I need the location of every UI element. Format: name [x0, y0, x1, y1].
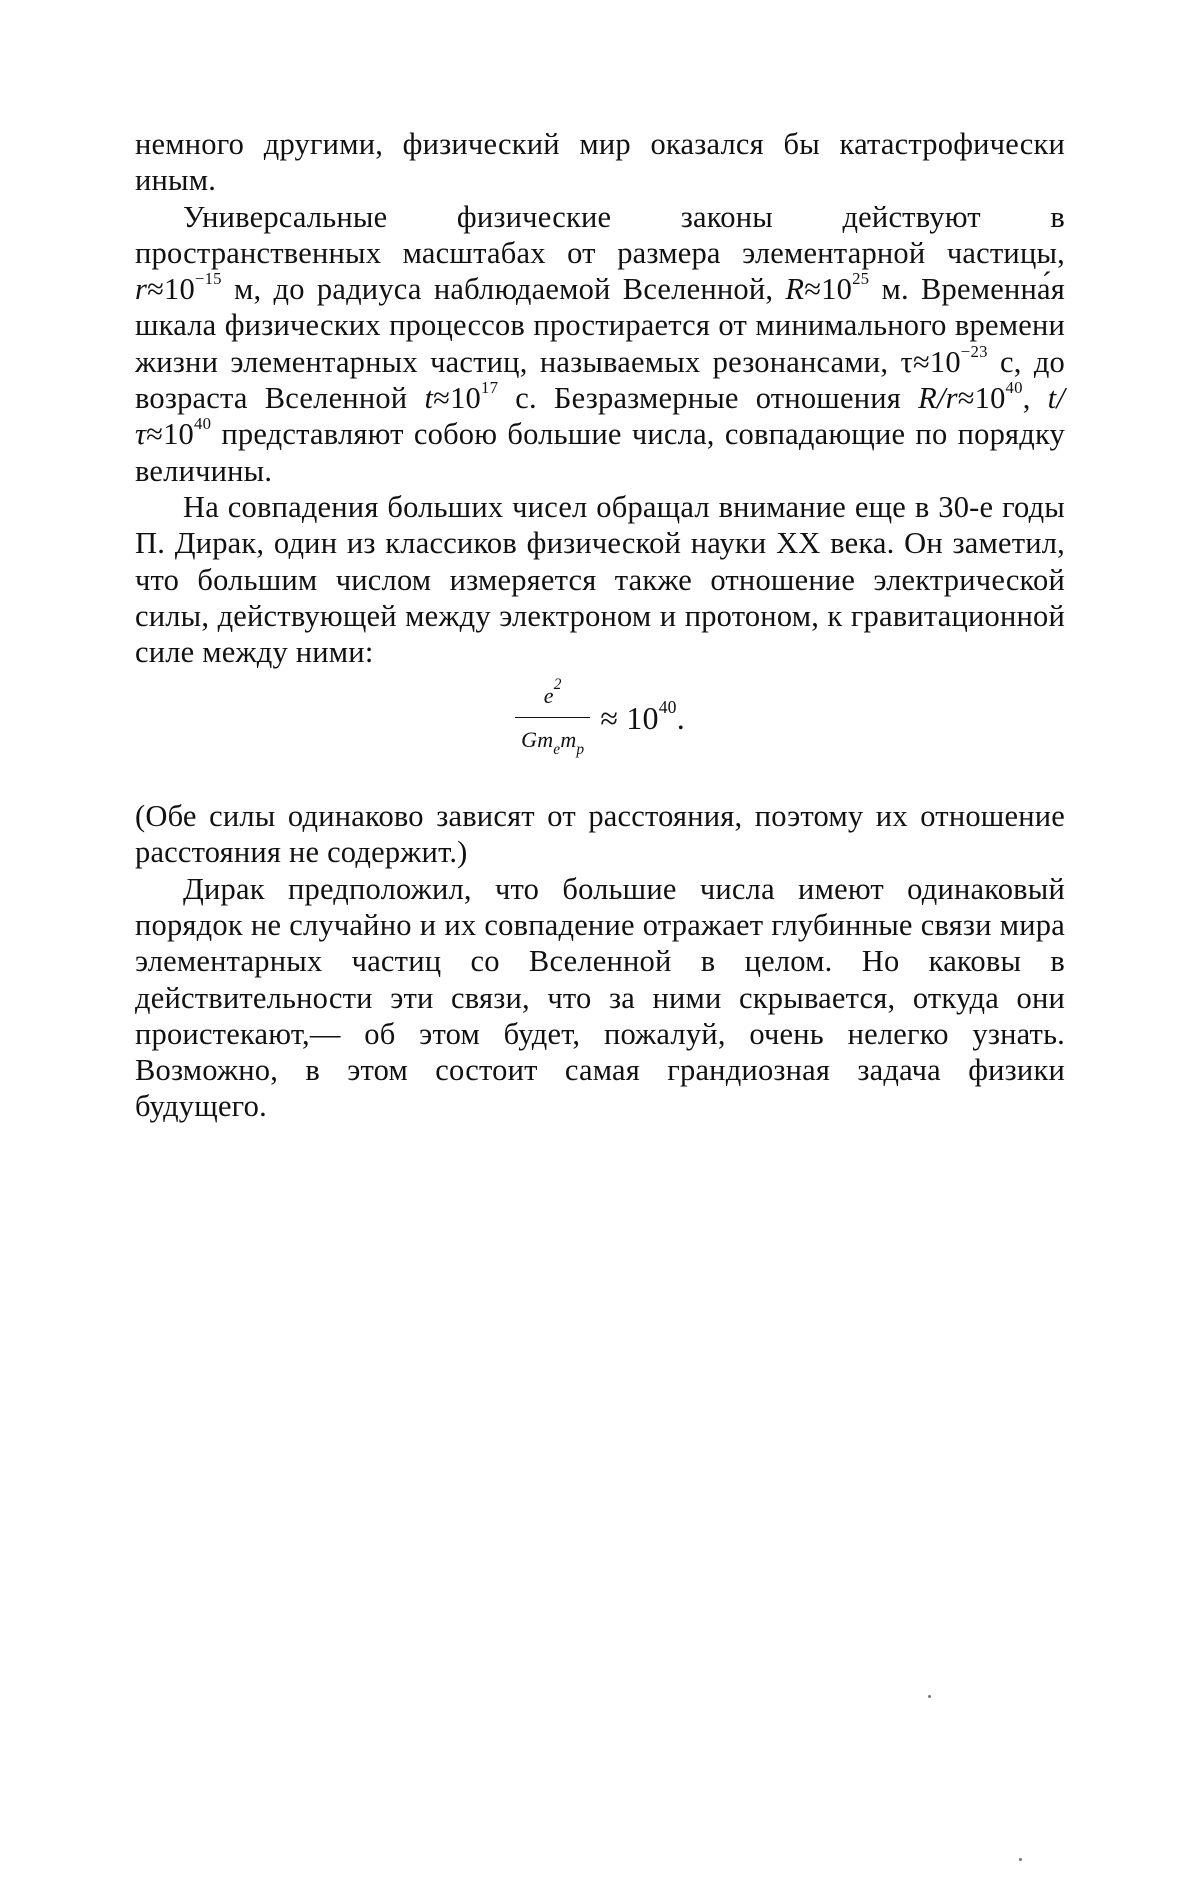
symbol-r: r — [135, 272, 148, 307]
paragraph-continuation: немного другими, физический мир оказался бы катастрофически иным. — [135, 127, 1065, 198]
power-exponent: −23 — [960, 341, 988, 361]
page-text — [135, 126, 1065, 1125]
power-base: 10 — [974, 381, 1006, 416]
den-m-p: m — [560, 726, 577, 752]
text-run: м. Временна́я шкала физических процессов простирается от минимального времени жизни элементарных частиц, называемых резонансами, — [135, 272, 1065, 379]
paragraph-scales — [135, 199, 1065, 489]
rhs-base: 10 — [626, 700, 659, 737]
approx-sign: ≈ — [912, 344, 930, 379]
ratio-R-r: R/r — [918, 381, 958, 416]
text-run: с, до возраста Вселенной — [135, 344, 1065, 416]
text-run: представляют собою большие числа, совпадающие по порядку величины. — [135, 417, 1065, 488]
den-sub-e: e — [553, 740, 561, 758]
approx-sign: ≈ — [600, 700, 619, 737]
power-base: 10 — [164, 272, 195, 307]
text-run: м, до радиуса наблюдаемой Вселенной, — [221, 272, 786, 307]
symbol-t: t — [424, 381, 434, 416]
power-base: 10 — [929, 344, 961, 379]
power-exponent: −15 — [194, 269, 222, 289]
rhs-period: . — [676, 700, 685, 737]
scan-speck — [928, 1695, 931, 1698]
formula-force-ratio — [135, 678, 1065, 758]
num-exponent: 2 — [553, 676, 562, 694]
formula-rhs — [600, 697, 685, 737]
scan-speck — [1019, 1858, 1022, 1861]
power-exponent: 40 — [1005, 377, 1023, 397]
power-exponent: 40 — [193, 414, 212, 434]
approx-sign: ≈ — [957, 381, 975, 416]
num-e: e — [543, 683, 554, 709]
paragraph-parenthetical: (Обе силы одинаково зависят от расстояния, поэтому их отношение расстояния не содержит.) — [135, 799, 1065, 870]
rhs-exponent: 40 — [658, 697, 677, 718]
power-base: 10 — [821, 272, 853, 307]
den-m-e: m — [537, 726, 554, 752]
paragraph-dirac-intro: На совпадения больших чисел обращал внимание еще в 30-е годы П. Дирак, один из классиков физической науки XX века. Он заметил, что большим числом измеряется также отношение электрической силы, действующей между электроном и протоном, к гравитационной силе между ними: — [135, 489, 1065, 670]
power-base: 10 — [450, 381, 481, 416]
power-base: 10 — [163, 417, 194, 452]
den-G: G — [521, 726, 538, 752]
formula-numerator — [538, 678, 568, 716]
approx-sign: ≈ — [146, 417, 164, 452]
symbol-R: R — [785, 272, 805, 307]
power-exponent: 17 — [480, 377, 499, 397]
text-run: Универсальные физические законы действуют в пространственных масштабах от размера элементарной частицы, — [135, 199, 1065, 270]
symbol-tau: τ — [900, 344, 913, 379]
approx-sign: ≈ — [147, 272, 165, 307]
paragraph-dirac-conclusion: Дирак предположил, что большие числа имеют одинаковый порядок не случайно и их совпадение отражает глубинные связи мира элементарных частиц со Вселенной в целом. Но каковы в действительности эти связи, что за ними скрывается, откуда они проистекают,— об этом будет, пожалуй, очень нелегко узнать. Возможно, в этом состоит самая грандиозная задача физики будущего. — [135, 871, 1065, 1124]
formula-fraction — [515, 678, 590, 758]
formula-denominator — [515, 717, 590, 758]
power-exponent: 25 — [852, 269, 870, 289]
den-sub-p: p — [576, 740, 585, 758]
text-run: , — [1022, 381, 1048, 416]
approx-sign: ≈ — [804, 272, 822, 307]
text-run: с. Безразмерные отношения — [498, 381, 919, 416]
ratio-t-tau: t/τ — [135, 381, 1066, 452]
approx-sign: ≈ — [433, 381, 451, 416]
